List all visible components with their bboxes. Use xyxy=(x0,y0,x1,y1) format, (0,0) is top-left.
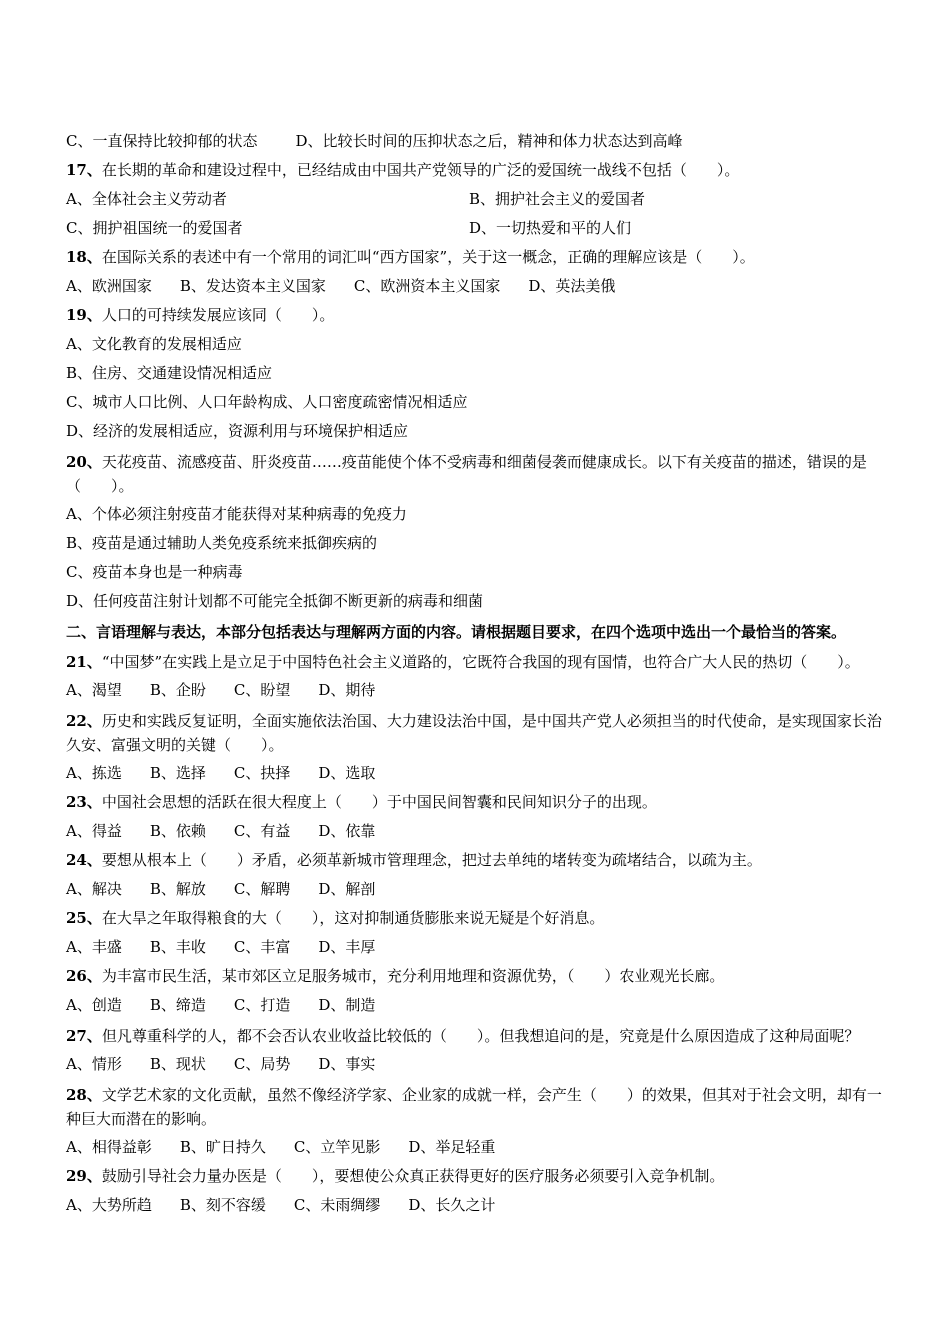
question-29 xyxy=(66,1166,886,1186)
option-c: C、立竿见影 xyxy=(293,1138,381,1156)
question-23 xyxy=(66,792,886,812)
option-b: B、缔造 xyxy=(149,996,206,1014)
options-row xyxy=(66,1195,886,1215)
options-row xyxy=(66,680,886,700)
option-a: A、相得益彰 xyxy=(66,1138,152,1156)
options-row xyxy=(66,995,886,1015)
options-row xyxy=(66,879,886,899)
question-number: 18、 xyxy=(66,248,102,266)
option-a: A、个体必须注射疫苗才能获得对某种病毒的免疫力 xyxy=(66,505,407,523)
question-21 xyxy=(66,650,886,674)
option-c: C、局势 xyxy=(233,1055,291,1073)
question-19 xyxy=(66,305,886,325)
option-c: C、盼望 xyxy=(233,681,291,699)
carry-over-options xyxy=(66,131,886,151)
question-stem: 为丰富市民生活，某市郊区立足服务城市，充分利用地理和资源优势，（ ）农业观光长廊。 xyxy=(101,967,725,985)
option-d: D、英法美俄 xyxy=(528,277,616,295)
options-row xyxy=(66,276,886,296)
option-b: B、拥护社会主义的爱国者 xyxy=(469,190,646,208)
question-17 xyxy=(66,160,886,180)
option-a: A、欧洲国家 xyxy=(66,277,152,295)
option-d: D、事实 xyxy=(318,1055,376,1073)
question-number: 25、 xyxy=(66,909,102,927)
option-c: C、拥护祖国统一的爱国者 xyxy=(66,219,243,237)
question-stem: 鼓励引导社会力量办医是（ ），要想使公众真正获得更好的医疗服务必须要引入竞争机制。 xyxy=(101,1167,725,1185)
exam-page xyxy=(66,131,886,1224)
option-d: D、经济的发展相适应，资源利用与环境保护相适应 xyxy=(66,422,409,440)
option-a: A、大势所趋 xyxy=(66,1196,152,1214)
question-stem: 文学艺术家的文化贡献，虽然不像经济学家、企业家的成就一样，会产生（ ）的效果，但其对于社会文明，却有一种巨大而潜在的影响。 xyxy=(66,1086,882,1128)
option-d: D、比较长时间的压抑状态之后，精神和体力状态达到高峰 xyxy=(295,132,683,150)
question-20 xyxy=(66,450,886,498)
options-row xyxy=(66,763,886,783)
question-stem: 历史和实践反复证明，全面实施依法治国、大力建设法治中国，是中国共产党人必须担当的时代使命，是实现国家长治久安、富强文明的关键（ ）。 xyxy=(66,712,882,754)
question-18 xyxy=(66,247,886,267)
option-d: D、任何疫苗注射计划都不可能完全抵御不断更新的病毒和细菌 xyxy=(66,592,484,610)
option-a: A、情形 xyxy=(66,1055,122,1073)
option-b: B、发达资本主义国家 xyxy=(179,277,326,295)
option-a: A、丰盛 xyxy=(66,938,122,956)
question-stem: “中国梦”在实践上是立足于中国特色社会主义道路的，它既符合我国的现有国情，也符合广大人民的热切（ ）。 xyxy=(101,653,860,671)
question-stem: 要想从根本上（ ）矛盾，必须革新城市管理理念，把过去单纯的堵转变为疏堵结合，以疏为主。 xyxy=(101,851,762,869)
option-b: B、解放 xyxy=(149,880,206,898)
question-number: 22、 xyxy=(66,712,102,730)
question-number: 29、 xyxy=(66,1167,102,1185)
option-c: C、有益 xyxy=(233,822,291,840)
option-d: D、长久之计 xyxy=(408,1196,496,1214)
option-c: C、解聘 xyxy=(233,880,291,898)
question-number: 26、 xyxy=(66,967,102,985)
option-c: C、欧洲资本主义国家 xyxy=(353,277,501,295)
question-stem: 但凡尊重科学的人，都不会否认农业收益比较低的（ ）。但我想追问的是，究竟是什么原因造成了这种局面呢？ xyxy=(101,1027,860,1045)
option-b: B、旷日持久 xyxy=(179,1138,266,1156)
option-d: D、丰厚 xyxy=(318,938,376,956)
question-28 xyxy=(66,1083,886,1131)
option-c: C、丰富 xyxy=(233,938,291,956)
option-c: C、打造 xyxy=(233,996,291,1014)
question-22 xyxy=(66,709,886,757)
question-stem: 中国社会思想的活跃在很大程度上（ ）于中国民间智囊和民间知识分子的出现。 xyxy=(101,793,657,811)
option-c: C、抉择 xyxy=(233,764,291,782)
option-d: D、选取 xyxy=(318,764,376,782)
option-b: B、企盼 xyxy=(149,681,206,699)
question-24 xyxy=(66,850,886,870)
option-d: D、依靠 xyxy=(318,822,376,840)
option-c: C、一直保持比较抑郁的状态 xyxy=(66,132,258,150)
option-b: B、疫苗是通过辅助人类免疫系统来抵御疾病的 xyxy=(66,534,378,552)
question-number: 24、 xyxy=(66,851,102,869)
question-number: 23、 xyxy=(66,793,102,811)
options-row xyxy=(66,821,886,841)
option-a: A、文化教育的发展相适应 xyxy=(66,335,242,353)
question-27 xyxy=(66,1024,886,1048)
question-stem: 在大旱之年取得粮食的大（ ），这对抑制通货膨胀来说无疑是个好消息。 xyxy=(101,909,605,927)
option-c: C、疫苗本身也是一种病毒 xyxy=(66,563,243,581)
question-number: 27、 xyxy=(66,1027,102,1045)
option-a: A、全体社会主义劳动者 xyxy=(66,190,227,208)
options-row xyxy=(66,1137,886,1157)
question-25 xyxy=(66,908,886,928)
option-a: A、解决 xyxy=(66,880,122,898)
question-stem: 人口的可持续发展应该同（ ）。 xyxy=(101,306,335,324)
option-d: D、期待 xyxy=(318,681,376,699)
option-d: D、举足轻重 xyxy=(408,1138,496,1156)
option-c: C、未雨绸缪 xyxy=(293,1196,381,1214)
section-heading: 二、言语理解与表达，本部分包括表达与理解两方面的内容。请根据题目要求，在四个选项中选出一个最恰当的答案。 xyxy=(66,623,847,641)
options-row xyxy=(66,1054,886,1074)
option-a: A、拣选 xyxy=(66,764,122,782)
options-row xyxy=(66,189,886,209)
question-number: 20、 xyxy=(66,453,102,471)
option-b: B、丰收 xyxy=(149,938,206,956)
question-stem: 在长期的革命和建设过程中，已经结成由中国共产党领导的广泛的爱国统一战线不包括（ ）。 xyxy=(101,161,740,179)
option-b: B、选择 xyxy=(149,764,206,782)
option-a: A、渴望 xyxy=(66,681,122,699)
option-a: A、创造 xyxy=(66,996,122,1014)
question-number: 21、 xyxy=(66,653,102,671)
option-b: B、依赖 xyxy=(149,822,206,840)
options-row xyxy=(66,218,886,238)
question-stem: 天花疫苗、流感疫苗、肝炎疫苗……疫苗能使个体不受病毒和细菌侵袭而健康成长。以下有关疫苗的描述，错误的是（ ）。 xyxy=(66,453,867,495)
option-d: D、解剖 xyxy=(318,880,376,898)
question-number: 19、 xyxy=(66,306,102,324)
option-b: B、现状 xyxy=(149,1055,206,1073)
options-row xyxy=(66,937,886,957)
question-stem: 在国际关系的表述中有一个常用的词汇叫“西方国家”，关于这一概念，正确的理解应该是（ ）。 xyxy=(101,248,755,266)
option-c: C、城市人口比例、人口年龄构成、人口密度疏密情况相适应 xyxy=(66,393,468,411)
option-d: D、一切热爱和平的人们 xyxy=(469,219,632,237)
question-number: 28、 xyxy=(66,1086,102,1104)
option-b: B、住房、交通建设情况相适应 xyxy=(66,364,273,382)
question-26 xyxy=(66,966,886,986)
option-d: D、制造 xyxy=(318,996,376,1014)
question-number: 17、 xyxy=(66,161,102,179)
option-b: B、刻不容缓 xyxy=(179,1196,266,1214)
option-a: A、得益 xyxy=(66,822,122,840)
